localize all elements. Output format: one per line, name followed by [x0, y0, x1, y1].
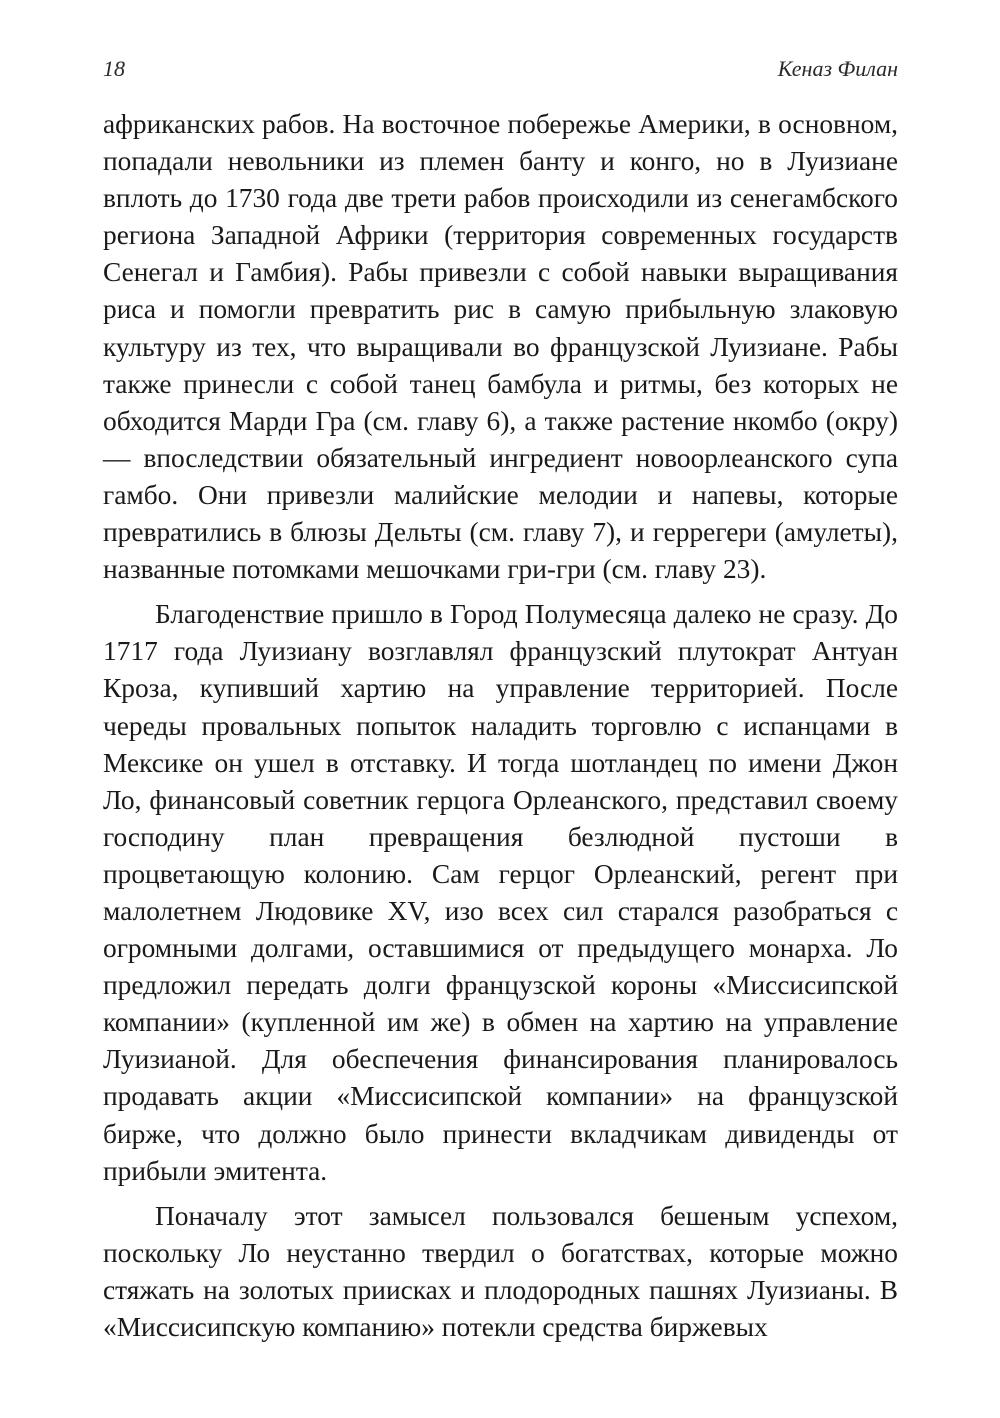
paragraph-3: Поначалу этот замысел пользовался бешеным успехом, поскольку Ло неустанно твердил о богатствах, которые можно стяжать на золотых приисках и плодородных пашнях Луизианы. В «Миссисипскую компанию» потекли средства биржевых: [103, 1200, 898, 1342]
running-author: Кеназ Филан: [777, 56, 898, 81]
book-page: [103, 56, 898, 1346]
paragraph-2: Благоденствие пришло в Город Полумесяца далеко не сразу. До 1717 года Луизиану возглавлял французский плутократ Антуан Кроза, купивший хартию на управление территорией. После череды провальных попыток наладить торговлю с испанцами в Мексике он ушел в отставку. И тогда шотландец по имени Джон Ло, финансовый советник герцога Орлеанского, представил своему господину план превращения безлюдной пустоши в процветающую колонию. Сам герцог Орлеанский, регент при малолетнем Людовике XV, изо всех сил старался разобраться с огромными долгами, оставшимися от предыдущего монарха. Ло предложил передать долги французской короны «Миссисипской компании» (купленной им же) в обмен на хартию на управление Луизианой. Для обеспечения финансирования планировалось продавать акции «Миссисипской компании» на французской бирже, что должно было принести вкладчикам дивиденды от прибыли эмитента.: [103, 599, 898, 1186]
paragraph-1: африканских рабов. На восточное побережье Америки, в основном, попадали невольники из племен банту и конго, но в Луизиане вплоть до 1730 года две трети рабов происходили из сенегамбского региона Западной Африки (территория современных государств Сенегал и Гамбия). Рабы привезли с собой навыки выращивания риса и помогли превратить рис в самую прибыльную злаковую культуру из тех, что выращивали во французской Луизиане. Рабы также принесли с собой танец бамбула и ритмы, без которых не обходится Марди Гра (см. главу 6), а также растение нкомбо (окру) — впоследствии обязательный ингредиент новоорлеанского супа гамбо. Они привезли малийские мелодии и напевы, которые превратились в блюзы Дельты (см. главу 7), и геррегери (амулеты), названные потомками мешочками гри-гри (см. главу 23).: [103, 109, 898, 585]
page-number: 18: [103, 56, 125, 81]
running-header: [103, 56, 898, 82]
body-text: [103, 106, 898, 1346]
